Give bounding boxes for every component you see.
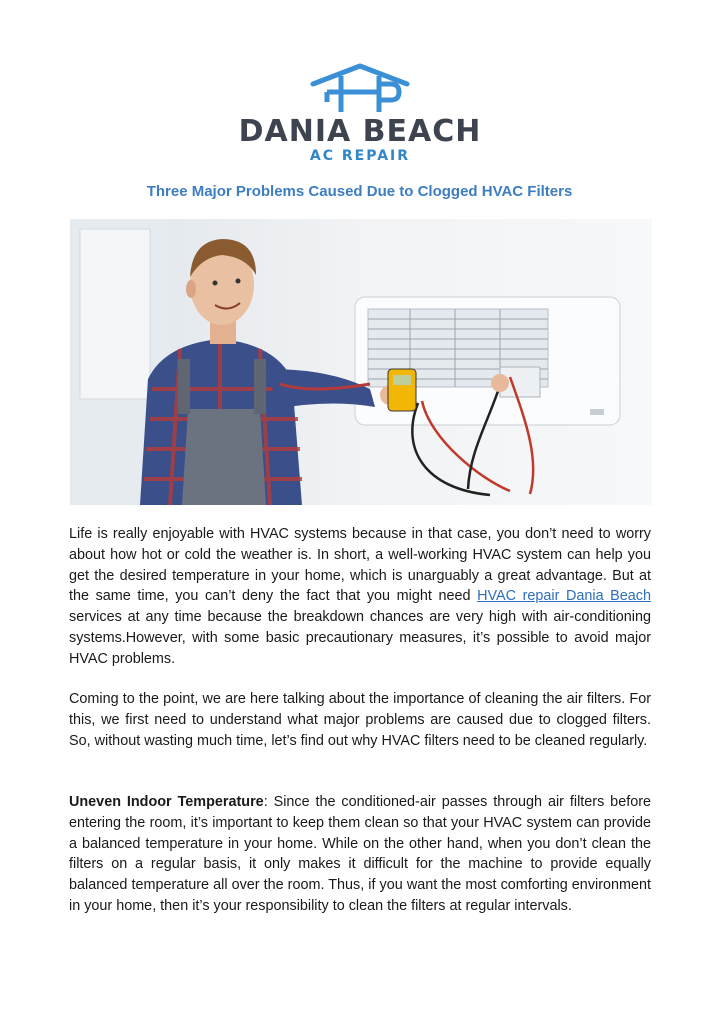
- paragraph-intro: [69, 524, 651, 670]
- section-text: : Since the conditioned-air passes through air filters before entering the room, it’s important to keep them clean so that your HVAC system can provide a balanced temperature in your home. While on the other hand, when you don’t clean the filters on a regular basis, it only makes it difficult for the machine to provide equally balanced temperature all over the room. Thus, if you want the most comforting environment in your home, then it’s your responsibility to clean the filters at regular intervals.: [69, 794, 651, 914]
- hvac-repair-link[interactable]: HVAC repair Dania Beach: [477, 588, 651, 605]
- paragraph-intro-text-end: services at any time because the breakdown chances are very high with air-conditioning systems.However, with some basic precautionary measures, it’s possible to avoid major HVAC problems.: [69, 609, 651, 667]
- paragraph-uneven-temperature: [69, 792, 651, 917]
- technician-repairing-ac-illustration: [70, 219, 652, 505]
- company-logo: [210, 62, 510, 162]
- paragraph-intro-text: Life is really enjoyable with HVAC systems because in that case, you don’t need to worry about how hot or cold the weather is. In short, a well-working HVAC system can help you get the desired temperature in your home, which is unarguably a great advantage. But at the same time, you can’t deny the fact that you might need: [69, 526, 651, 605]
- section-heading: Uneven Indoor Temperature: [69, 794, 264, 810]
- logo-subtitle: AC REPAIR: [309, 148, 411, 164]
- technician-ac-photo: [70, 219, 652, 505]
- logo-title: DANIA BEACH: [238, 114, 482, 149]
- paragraph-filters: Coming to the point, we are here talking about the importance of cleaning the air filters. For this, we first need to understand what major problems are caused due to clogged filters. So, without wasting much time, let’s find out why HVAC filters need to be cleaned regularly.: [69, 691, 651, 749]
- house-roof-icon: [305, 62, 415, 114]
- document-title: Three Major Problems Caused Due to Clogged HVAC Filters: [146, 183, 573, 200]
